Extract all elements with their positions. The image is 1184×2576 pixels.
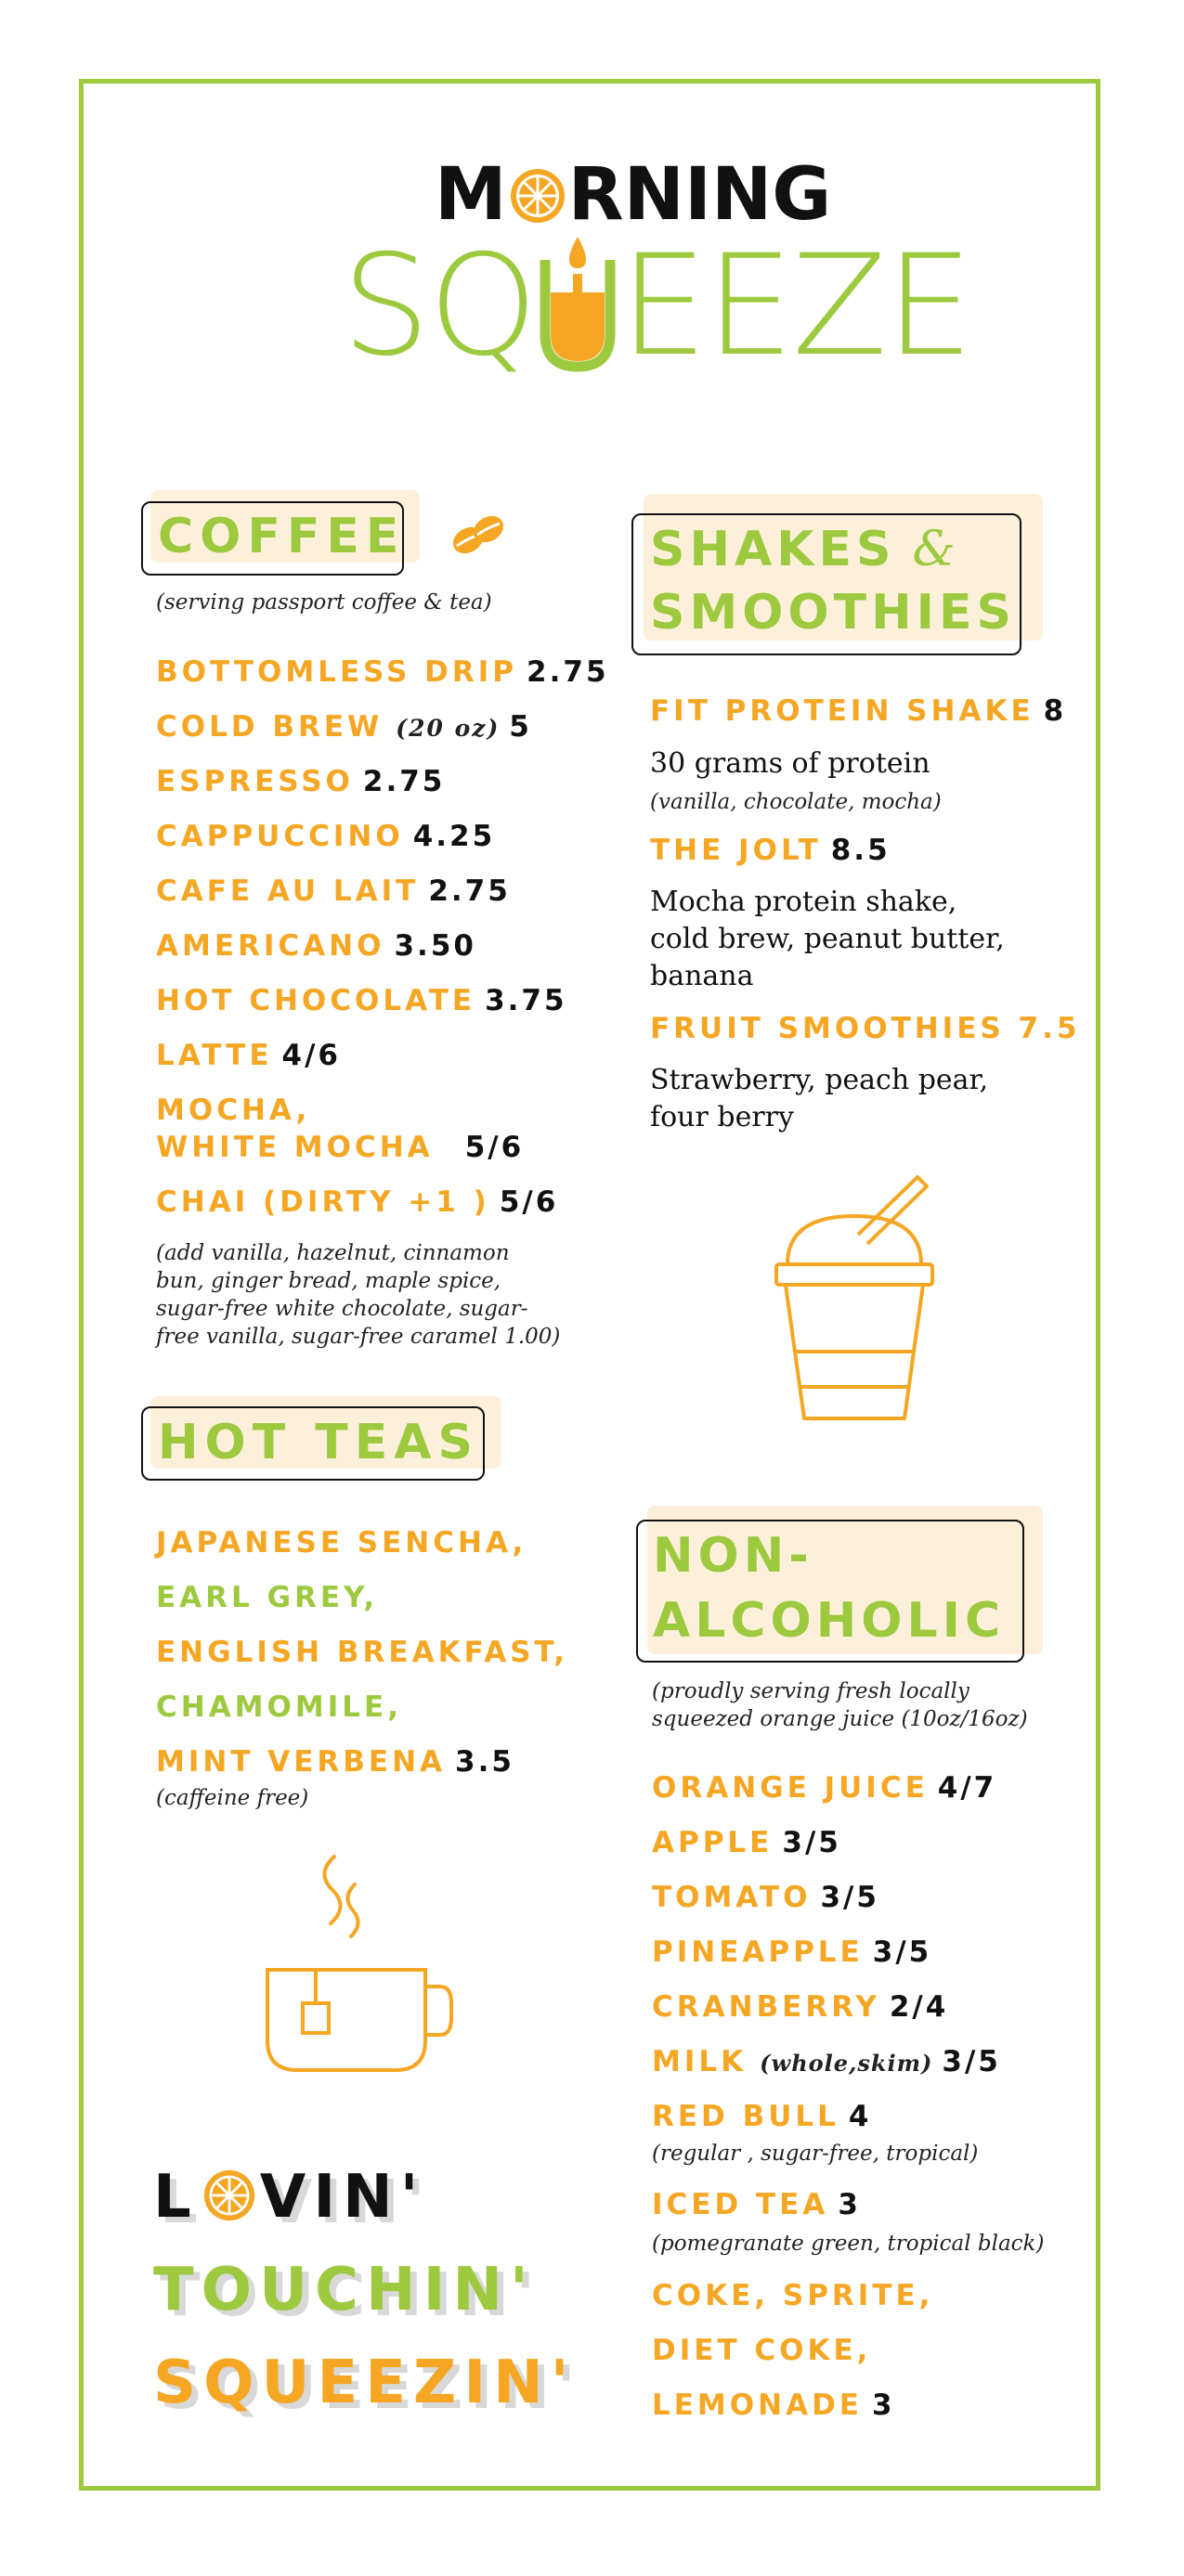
orange-slice-icon — [202, 2168, 256, 2222]
menu-item: BOTTOMLESS DRIP 2.75 — [156, 655, 609, 689]
teas-title: HOT TEAS — [158, 1415, 479, 1470]
orange-slice-icon — [509, 167, 566, 225]
menu-item: COLD BREW (20 oz) 5 — [156, 710, 532, 744]
menu-item: JAPANESE SENCHA, — [156, 1526, 527, 1560]
coffee-subtitle: (serving passport coffee & tea) — [156, 590, 492, 615]
menu-item: DIET COKE, — [652, 2334, 872, 2367]
nonalc-subtitle: (proudly serving fresh locally squeezed orange juice (10oz/16oz) — [652, 1679, 1028, 1731]
menu-item: HOT CHOCOLATE 3.75 — [156, 984, 567, 1017]
coffee-addons: (add vanilla, hazelnut, cinnamon bun, ginger bread, maple spice, sugar-free white chocolate, sugar- free vanilla, sugar-free caramel 1.00) — [156, 1241, 561, 1349]
coffee-beans-icon — [448, 511, 509, 559]
menu-item: RED BULL 4 — [652, 2100, 872, 2133]
menu-item: MINT VERBENA 3.5 — [156, 1745, 514, 1779]
menu-item: THE JOLT 8.5 — [650, 834, 891, 867]
menu-item: CHAMOMILE, — [156, 1690, 402, 1724]
menu-item: ICED TEA 3 — [652, 2188, 861, 2221]
shakes-title-line-2: SMOOTHIES — [650, 585, 1016, 641]
smoothie-cup-icon — [761, 1170, 947, 1430]
menu-item: LEMONADE 3 — [652, 2388, 895, 2422]
menu-item: CAFE AU LAIT 2.75 — [156, 874, 511, 908]
menu-item: AMERICANO 3.50 — [156, 929, 476, 963]
item-description: Mocha protein shake, cold brew, peanut butter, banana — [650, 886, 1005, 992]
juice-drop-u-icon — [536, 237, 619, 376]
menu-item: CAPPUCCINO 4.25 — [156, 820, 496, 853]
slogan-line-2: TOUCHIN' — [153, 2256, 536, 2324]
ampersand: & — [912, 522, 960, 577]
menu-item: COKE, SPRITE, — [652, 2279, 934, 2312]
menu-item: FIT PROTEIN SHAKE 8 — [650, 694, 1067, 728]
coffee-title: COFFEE — [158, 509, 406, 564]
menu-item: TOMATO 3/5 — [652, 1881, 879, 1914]
item-note: (regular , sugar-free, tropical) — [652, 2142, 979, 2166]
item-description: 30 grams of protein — [650, 747, 930, 780]
menu-item: ENGLISH BREAKFAST, — [156, 1636, 569, 1669]
menu-item: LATTE 4/6 — [156, 1039, 341, 1072]
menu-item: FRUIT SMOOTHIES 7.5 — [650, 1012, 1081, 1045]
menu-item: CHAI (DIRTY +1 ) 5/6 — [156, 1185, 559, 1219]
menu-item: CRANBERRY 2/4 — [652, 1990, 949, 2024]
logo-squeeze: SQ EEZE — [342, 226, 972, 387]
teas-note: (caffeine free) — [156, 1786, 309, 1810]
tea-cup-icon — [260, 1847, 455, 2089]
logo — [0, 149, 1184, 390]
item-note: (pomegranate green, tropical black) — [652, 2232, 1045, 2256]
menu-item: EARL GREY, — [156, 1581, 379, 1614]
item-note: (vanilla, chocolate, mocha) — [650, 790, 942, 814]
menu-item: PINEAPPLE 3/5 — [652, 1935, 932, 1969]
slogan-line-1: L VIN' — [153, 2163, 426, 2232]
menu-item: WHITE MOCHA 5/6 — [156, 1131, 525, 1164]
item-description: Strawberry, peach pear, four berry — [650, 1064, 989, 1133]
nonalc-title-line-1: NON- — [653, 1528, 813, 1584]
menu-item: APPLE 3/5 — [652, 1826, 841, 1859]
shakes-title-line-1: SHAKES & — [650, 522, 960, 577]
menu-item: ESPRESSO 2.75 — [156, 765, 446, 798]
nonalc-title-line-2: ALCOHOLIC — [653, 1593, 1006, 1649]
logo-morning: M RNING — [435, 153, 832, 237]
menu-item: MOCHA, — [156, 1094, 311, 1127]
menu-item: MILK (whole,skim) 3/5 — [652, 2045, 1001, 2078]
menu-item: ORANGE JUICE 4/7 — [652, 1771, 997, 1805]
slogan-line-3: SQUEEZIN' — [153, 2349, 577, 2417]
